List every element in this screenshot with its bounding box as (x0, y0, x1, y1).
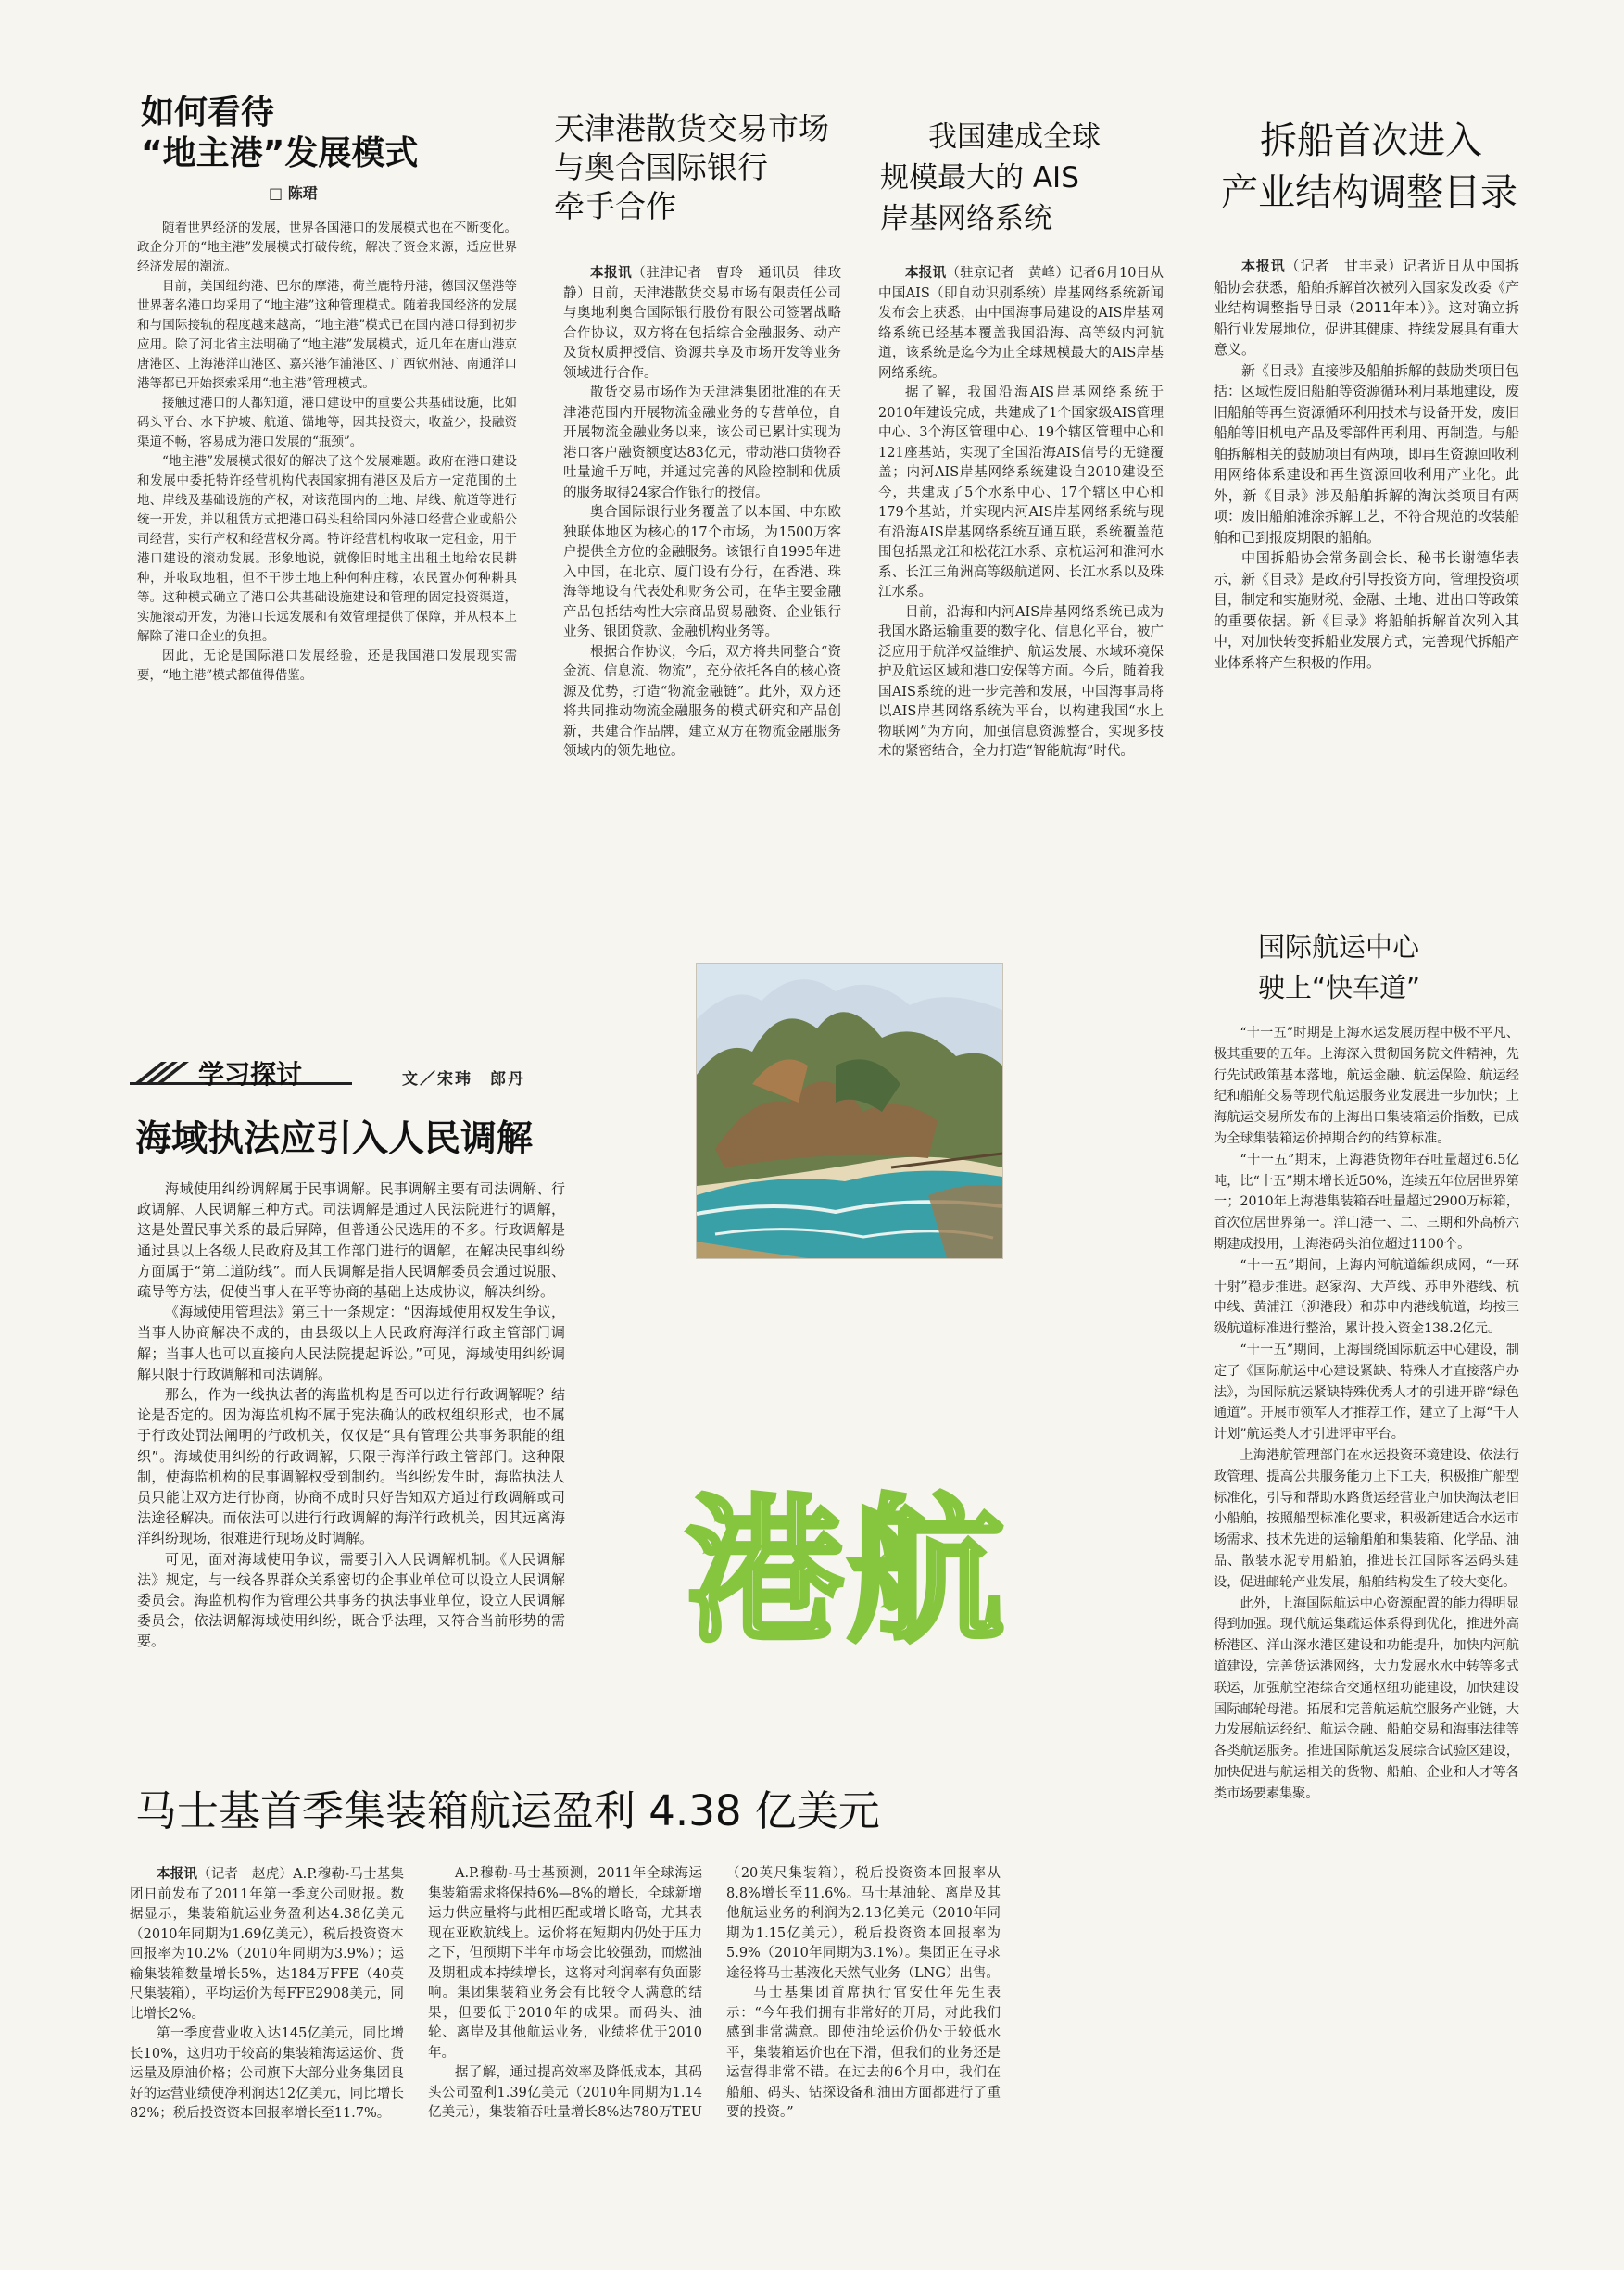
article4-title-line2: 产业结构调整目录 (1221, 171, 1517, 214)
article2-lead: 本报讯 (590, 265, 633, 281)
article2-para: 奥合国际银行业务覆盖了以本国、中东欧独联体地区为核心的17个市场，为1500万客户提供全方位的金融服务。该银行自1995年进入中国，在北京、厦门设有分行，在香港、珠海等地设有代表处和财务公司，在华主要金融产品包括结构性大宗商品贸易融资、企业银行业务、银团贷款、金融机构业务等。 (563, 505, 841, 639)
article4-para: 中国拆船协会常务副会长、秘书长谢德华表示，新《目录》是政府引导投资方向，管理投资项目，制定和实施财税、金融、土地、进出口等政策的重要依据。新《目录》将船舶拆解首次列入其中，对加快转变拆船业发展方式，完善现代拆船产业体系将产生积极的作用。 (1214, 549, 1519, 671)
article4-title-line1: 拆船首次进入 (1260, 120, 1482, 162)
article3-title (880, 117, 1177, 239)
article1-para: “地主港”发展模式很好的解决了这个发展难题。政府在港口建设和发展中委托特许经营机构代表国家拥有港区及后方一定范围的土地、岸线及基础设施的产权，对该范围内的土地、岸线、航道等进行统一开发，并以租赁方式把港口码头租给国内外港口经营企业或船公司经营，实行产权和经营权分离。特许经营机构收取一定租金，用于港口建设的滚动发展。形象地说，就像旧时地主出租土地给农民耕种，并收取地租，但不干涉土地上种何种庄稼，农民置办何种耕具等。这种模式确立了港口公共基础设施建设和管理的固定投资渠道，实施滚动开发，为港口长远发展和有效管理提供了保障，并从根本上解除了港口企业的负担。 (137, 454, 517, 644)
article6-body (1214, 1023, 1519, 2214)
article3-body (878, 263, 1164, 780)
article3-para: 据了解，我国沿海AIS岸基网络系统于2010年建设完成，共建成了1个国家级AIS管理中心、3个海区管理中心、19个辖区管理中心和121座基站，实现了全国沿海AIS信号的无缝覆盖；内河AIS岸基网络系统建设自2010建设至今，共建成了5个水系中心、17个辖区中心和179个基站，并实现内河AIS岸基网络系统与现有沿海AIS岸基网络系统互通互联，系统覆盖范围包括黑龙江和松花江水系、京杭运河和淮河水系、长江三角洲高等级航道网、长江水系以及珠江水系。 (878, 385, 1164, 599)
article7-para: 据了解，通过提高效率及降低成本，其码头公司盈利1.39亿美元（2010年同期为1.14亿美元），集装箱吞吐量增长8%达780万TEU（20英尺集装箱），税后投资资本回报率从8.8%增长至11.6%。马士基油轮、离岸及其他航运业务的利润为2.13亿美元（2010年同期为1.15亿美元），税后投资资本回报率为5.9%（2010年同期为3.1%）。集团正在寻求途径将马士基液化天然气业务（LNG）出售。 (428, 1866, 1001, 2120)
masthead-logo: 港航 (686, 1481, 1009, 1664)
landscape-painting (697, 964, 1002, 1258)
article3-title-line3: 岸基网络系统 (880, 202, 1052, 235)
article3-para (878, 263, 1164, 384)
article6-para: “十一五”时期是上海水运发展历程中极不平凡、极其重要的五年。上海深入贯彻国务院文件精神，先行先试政策基本落地，航运金融、航运保险、航运经纪和船舶交易等现代航运服务业发展进一步加快；上海航运交易所发布的上海出口集装箱运价指数，已成为全球集装箱运价掉期合约的结算标准。 (1214, 1026, 1519, 1146)
article7-para: A.P.穆勒-马士基预测，2011年全球海运集装箱需求将保持6%—8%的增长，全球新增运力供应量将与此相匹配或增长略高，尤其表现在亚欧航线上。运价将在短期内仍处于压力之下，但预期下半年市场会比较强劲，而燃油及期租成本持续增长，这将对利润率有负面影响。集团集装箱业务会有比较令人满意的结果，但要低于2010年的成果。而码头、油轮、离岸及其他航运业务，业绩将优于2010年。 (428, 1866, 702, 2061)
article4-para: 新《目录》直接涉及船舶拆解的鼓励类项目包括：区域性废旧船舶等资源循环利用基地建设，废旧船舶等再生资源循环利用技术与设备开发，废旧船舶等旧机电产品及零部件再利用、再制造。与船舶拆解相关的鼓励项目有两项，即再生资源回收利用网络体系建设和再生资源回收利用产业化。此外，新《目录》涉及船舶拆解的淘汰类项目有两项：废旧船舶滩涂拆解工艺，不符合规范的改装船舶和已到报废期限的船舶。 (1214, 361, 1519, 546)
painting-art (697, 964, 1002, 1258)
article7-title: 马士基首季集装箱航运盈利 4.38 亿美元 (135, 1786, 880, 1835)
article5-para: 那么，作为一线执法者的海监机构是否可以进行行政调解呢？结论是否定的。因为海监机构不属于宪法确认的政权组织形式，也不属于行政处罚法阐明的行政机关，仅仅是“具有管理公共事务职能的组织”。海域使用纠纷的行政调解，只限于海洋行政主管部门。这种限制，使海监机构的民事调解权受到制约。当纠纷发生时，海监执法人员只能让双方进行协商，协商不成时只好告知双方通过行政调解或司法途径解决。而依法可以进行行政调解的海洋行政机关，因其远离海洋纠纷现场，很难进行现场及时调解。 (137, 1386, 565, 1547)
article5-body (137, 1179, 565, 1731)
article4-body (1214, 256, 1519, 849)
article3-leadnote: （驻京记者 黄峰） (946, 266, 1070, 281)
article7-para (130, 1864, 404, 2024)
article7-para: 第一季度营业收入达145亿美元，同比增长10%，这归功于较高的集装箱海运运价、货运量及原油价格；公司旗下大部分业务集团良好的运营业绩使净利润达12亿美元，同比增长82%；税后投资资本回报率增长至11.7%。 (130, 2026, 404, 2121)
article1-title-line2: “地主港”发展模式 (141, 134, 419, 172)
article1-body (137, 219, 517, 838)
article3-title-line2: 规模最大的 AIS (880, 161, 1079, 195)
article3-lead: 本报讯 (905, 265, 947, 281)
article4-title (1221, 115, 1527, 219)
article7-body (130, 1864, 1001, 2196)
article6-title (1258, 927, 1536, 1008)
article2-para: 根据合作协议，今后，双方将共同整合“资金流、信息流、物流”，充分依托各自的核心资源及优势，打造“物流金融链”。此外，双方还将共同推动物流金融服务的模式研究和产品创新，共建合作品牌，建立双方在物流金融服务领域内的领先地位。 (563, 644, 841, 759)
article5-byline: 文／宋玮 郎丹 (402, 1070, 525, 1089)
article6-para: 上海港航管理部门在水运投资环境建设、依法行政管理、提高公共服务能力上下工夫，积极推广船型标准化，引导和帮助水路货运经营业户加快淘汰老旧小船舶，按照船型标准化要求，积极新建适合水运市场需求、技术先进的运输船舶和集装箱、化学品、油品、散装水泥专用船舶，推进长江国际客运码头建设，促进邮轮产业发展，船舶结构发生了较大变化。 (1214, 1447, 1519, 1590)
article2-para: 散货交易市场作为天津港集团批准的在天津港范围内开展物流金融业务的专营单位，自开展物流金融业务以来，该公司已累计实现为港口客户融资额度达83亿元，带动港口货物吞吐量逾千万吨，并通过完善的风险控制和优质的服务取得24家合作银行的授信。 (563, 385, 841, 500)
article1-para: 随着世界经济的发展，世界各国港口的发展模式也在不断变化。政企分开的“地主港”发展模式打破传统，解决了资金来源，适应世界经济发展的潮流。 (137, 221, 517, 274)
article2-para1: 日前，天津港散货交易市场有限责任公司与奥地利奥合国际银行股份有限公司签署战略合作协议，双方将在包括综合金融服务、动产及货权质押授信、资源共享及市场开发等业务领域进行合作。 (563, 285, 841, 381)
article1-title (141, 93, 511, 174)
article5-para: 《海域使用管理法》第三十一条规定：“因海域使用权发生争议，当事人协商解决不成的，由县级以上人民政府海洋行政主管部门调解；当事人也可以直接向人民法院提起诉讼。”可见，海域使用纠纷调解只限于行政调解和司法调解。 (137, 1304, 565, 1382)
article3-para: 目前，沿海和内河AIS岸基网络系统已成为我国水路运输重要的数字化、信息化平台，被广泛应用于航洋权益维护、航运发展、水域环境保护及航运区域和港口安保等方面。今后，随着我国AIS系统的进一步完善和发展，中国海事局将以AIS岸基网络系统为平台，以构建我国“水上物联网”为方向，加强信息资源整合，实现多技术的紧密结合，全力打造“智能航海”时代。 (878, 604, 1164, 759)
article1-para: 接触过港口的人都知道，港口建设中的重要公共基础设施，比如码头平台、水下护坡、航道、锚地等，因其投资大，收益少，投融资渠道不畅，容易成为港口发展的“瓶颈”。 (137, 396, 517, 449)
article5-para: 海域使用纠纷调解属于民事调解。民事调解主要有司法调解、行政调解、人民调解三种方式。司法调解是通过人民法院进行的调解，这是处置民事关系的最后屏障，但普通公民选用的不多。行政调解是通过县以上各级人民政府及其工作部门进行的调解，在解决民事纠纷方面属于“第二道防线”。而人民调解是指人民调解委员会通过说服、疏导等方法，促使当事人在平等协商的基础上达成协议，解决纠纷。 (137, 1180, 565, 1301)
article2-body (563, 263, 841, 825)
article2-title-line1: 天津港散货交易市场 (554, 110, 829, 146)
section-banner-label: 学习探讨 (198, 1059, 303, 1090)
article6-title-line2: 驶上“快车道” (1258, 972, 1421, 1003)
article2-leadnote: （驻津记者 曹玲 通讯员 律玫静） (563, 266, 841, 301)
article7-para: 马士基集团首席执行官安仕年先生表示：“今年我们拥有非常好的开局，对此我们感到非常满意。即使油轮运价仍处于较低水平，集装箱运价也在下滑，但我们的业务还是运营得非常不错。在过去的6个月中，我们在船舶、码头、钻探设备和油田方面都进行了重要的投资。” (726, 1986, 1001, 2120)
article4-leadnote: （记者 甘丰录） (1285, 258, 1404, 274)
article3-title-line1: 我国建成全球 (928, 120, 1101, 154)
article7-para1: A.P.穆勒-马士基集团日前发布了2011年第一季度公司财报。数据显示，集装箱航运业务盈利达4.38亿美元（2010年同期为1.69亿美元），税后投资资本回报率为10.2%（2010年同期为3.9%）；运输集装箱数量增长5%，达184万FFE（40英尺集装箱），平均运价为每FFE2908美元，同比增长2%。 (130, 1867, 405, 2022)
article7-leadnote: （记者 赵虎） (197, 1867, 294, 1882)
article6-para: “十一五”期末，上海港货物年吞吐量超过6.5亿吨，比“十五”期末增长近50%，连续五年位居世界第一；2010年上海港集装箱吞吐量超过2900万标箱，首次位居世界第一。洋山港一、二、三期和外高桥六期建成投用，上海港码头泊位超过1100个。 (1214, 1152, 1519, 1252)
article7-lead: 本报讯 (157, 1866, 198, 1882)
article2-title-line2: 与奥合国际银行 (554, 149, 768, 185)
article1-para: 因此，无论是国际港口发展经验，还是我国港口发展现实需要，“地主港”模式都值得借鉴。 (137, 649, 517, 683)
article5-para: 可见，面对海域使用争议，需要引入人民调解机制。《人民调解法》规定，与一线各界群众关系密切的企事业单位可以设立人民调解委员会。海监机构作为管理公共事务的执法事业单位，设立人民调解委员会，依法调解海域使用纠纷，既合乎法理，又符合当前形势的需要。 (137, 1550, 565, 1650)
article1-title-line1: 如何看待 (141, 94, 275, 132)
article1-byline: □ 陈珺 (269, 184, 318, 202)
article5-title: 海域执法应引入人民调解 (135, 1118, 534, 1160)
article2-para (563, 263, 841, 384)
article4-para (1214, 256, 1519, 360)
article6-title-line1: 国际航运中心 (1258, 931, 1420, 963)
article4-lead: 本报讯 (1241, 258, 1286, 274)
article4-para1: 记者近日从中国拆船协会获悉，船舶拆解首次被列入国家发改委《产业结构调整指导目录（2011年本）》。这对确立拆船行业发展地位，促进其健康、持续发展具有重大意义。 (1214, 258, 1519, 358)
article6-para: “十一五”期间，上海内河航道编织成网，“一环十射”稳步推进。赵家沟、大芦线、苏申外港线、杭申线、黄浦江（泖港段）和苏申内港线航道，均按三级航道标准进行整治，累计投入资金138.2亿元。 (1214, 1257, 1519, 1337)
section-banner (130, 1058, 352, 1091)
article6-para: 此外，上海国际航运中心资源配置的能力得明显得到加强。现代航运集疏运体系得到优化，推进外高桥港区、洋山深水港区建设和功能提升，加快内河航道建设，完善货运港网络，大力发展水水中转等多式联运，加强航空港综合交通枢纽功能建设，加快建设国际邮轮母港。拓展和完善航运航空服务产业链，大力发展航运经纪、航运金融、船舶交易和海事法律等各类航运服务。推进国际航运发展综合试验区建设，加快促进与航运相关的货物、船舶、企业和人才等各类市场要素集聚。 (1214, 1595, 1519, 1801)
article2-title (554, 109, 869, 226)
article3-para1: 记者6月10日从中国AIS（即自动识别系统）岸基网络系统新闻发布会上获悉，由中国海事局建设的AIS岸基网络系统已经基本覆盖我国沿海、高等级内河航道，该系统是迄今为止全球规模最大的AIS岸基网络系统。 (878, 266, 1164, 381)
article2-title-line3: 牵手合作 (554, 188, 676, 224)
article1-para: 目前，美国纽约港、巴尔的摩港，荷兰鹿特丹港，德国汉堡港等世界著名港口均采用了“地主港”这种管理模式。随着我国经济的发展和与国际接轨的程度越来越高，“地主港”模式已在国内港口得到初步应用。除了河北省主法明确了“地主港”发展模式，近几年在唐山港京唐港区、上海港洋山港区、嘉兴港乍浦港区、广西钦州港、南通洋口港等都已开始探索采用“地主港”管理模式。 (137, 279, 517, 391)
article6-para: “十一五”期间，上海围绕国际航运中心建设，制定了《国际航运中心建设紧缺、特殊人才直接落户办法》，为国际航运紧缺特殊优秀人才的引进开辟“绿色通道”。开展市领军人才推荐工作，建立了上海“千人计划”航运类人才引进评审平台。 (1214, 1342, 1519, 1443)
